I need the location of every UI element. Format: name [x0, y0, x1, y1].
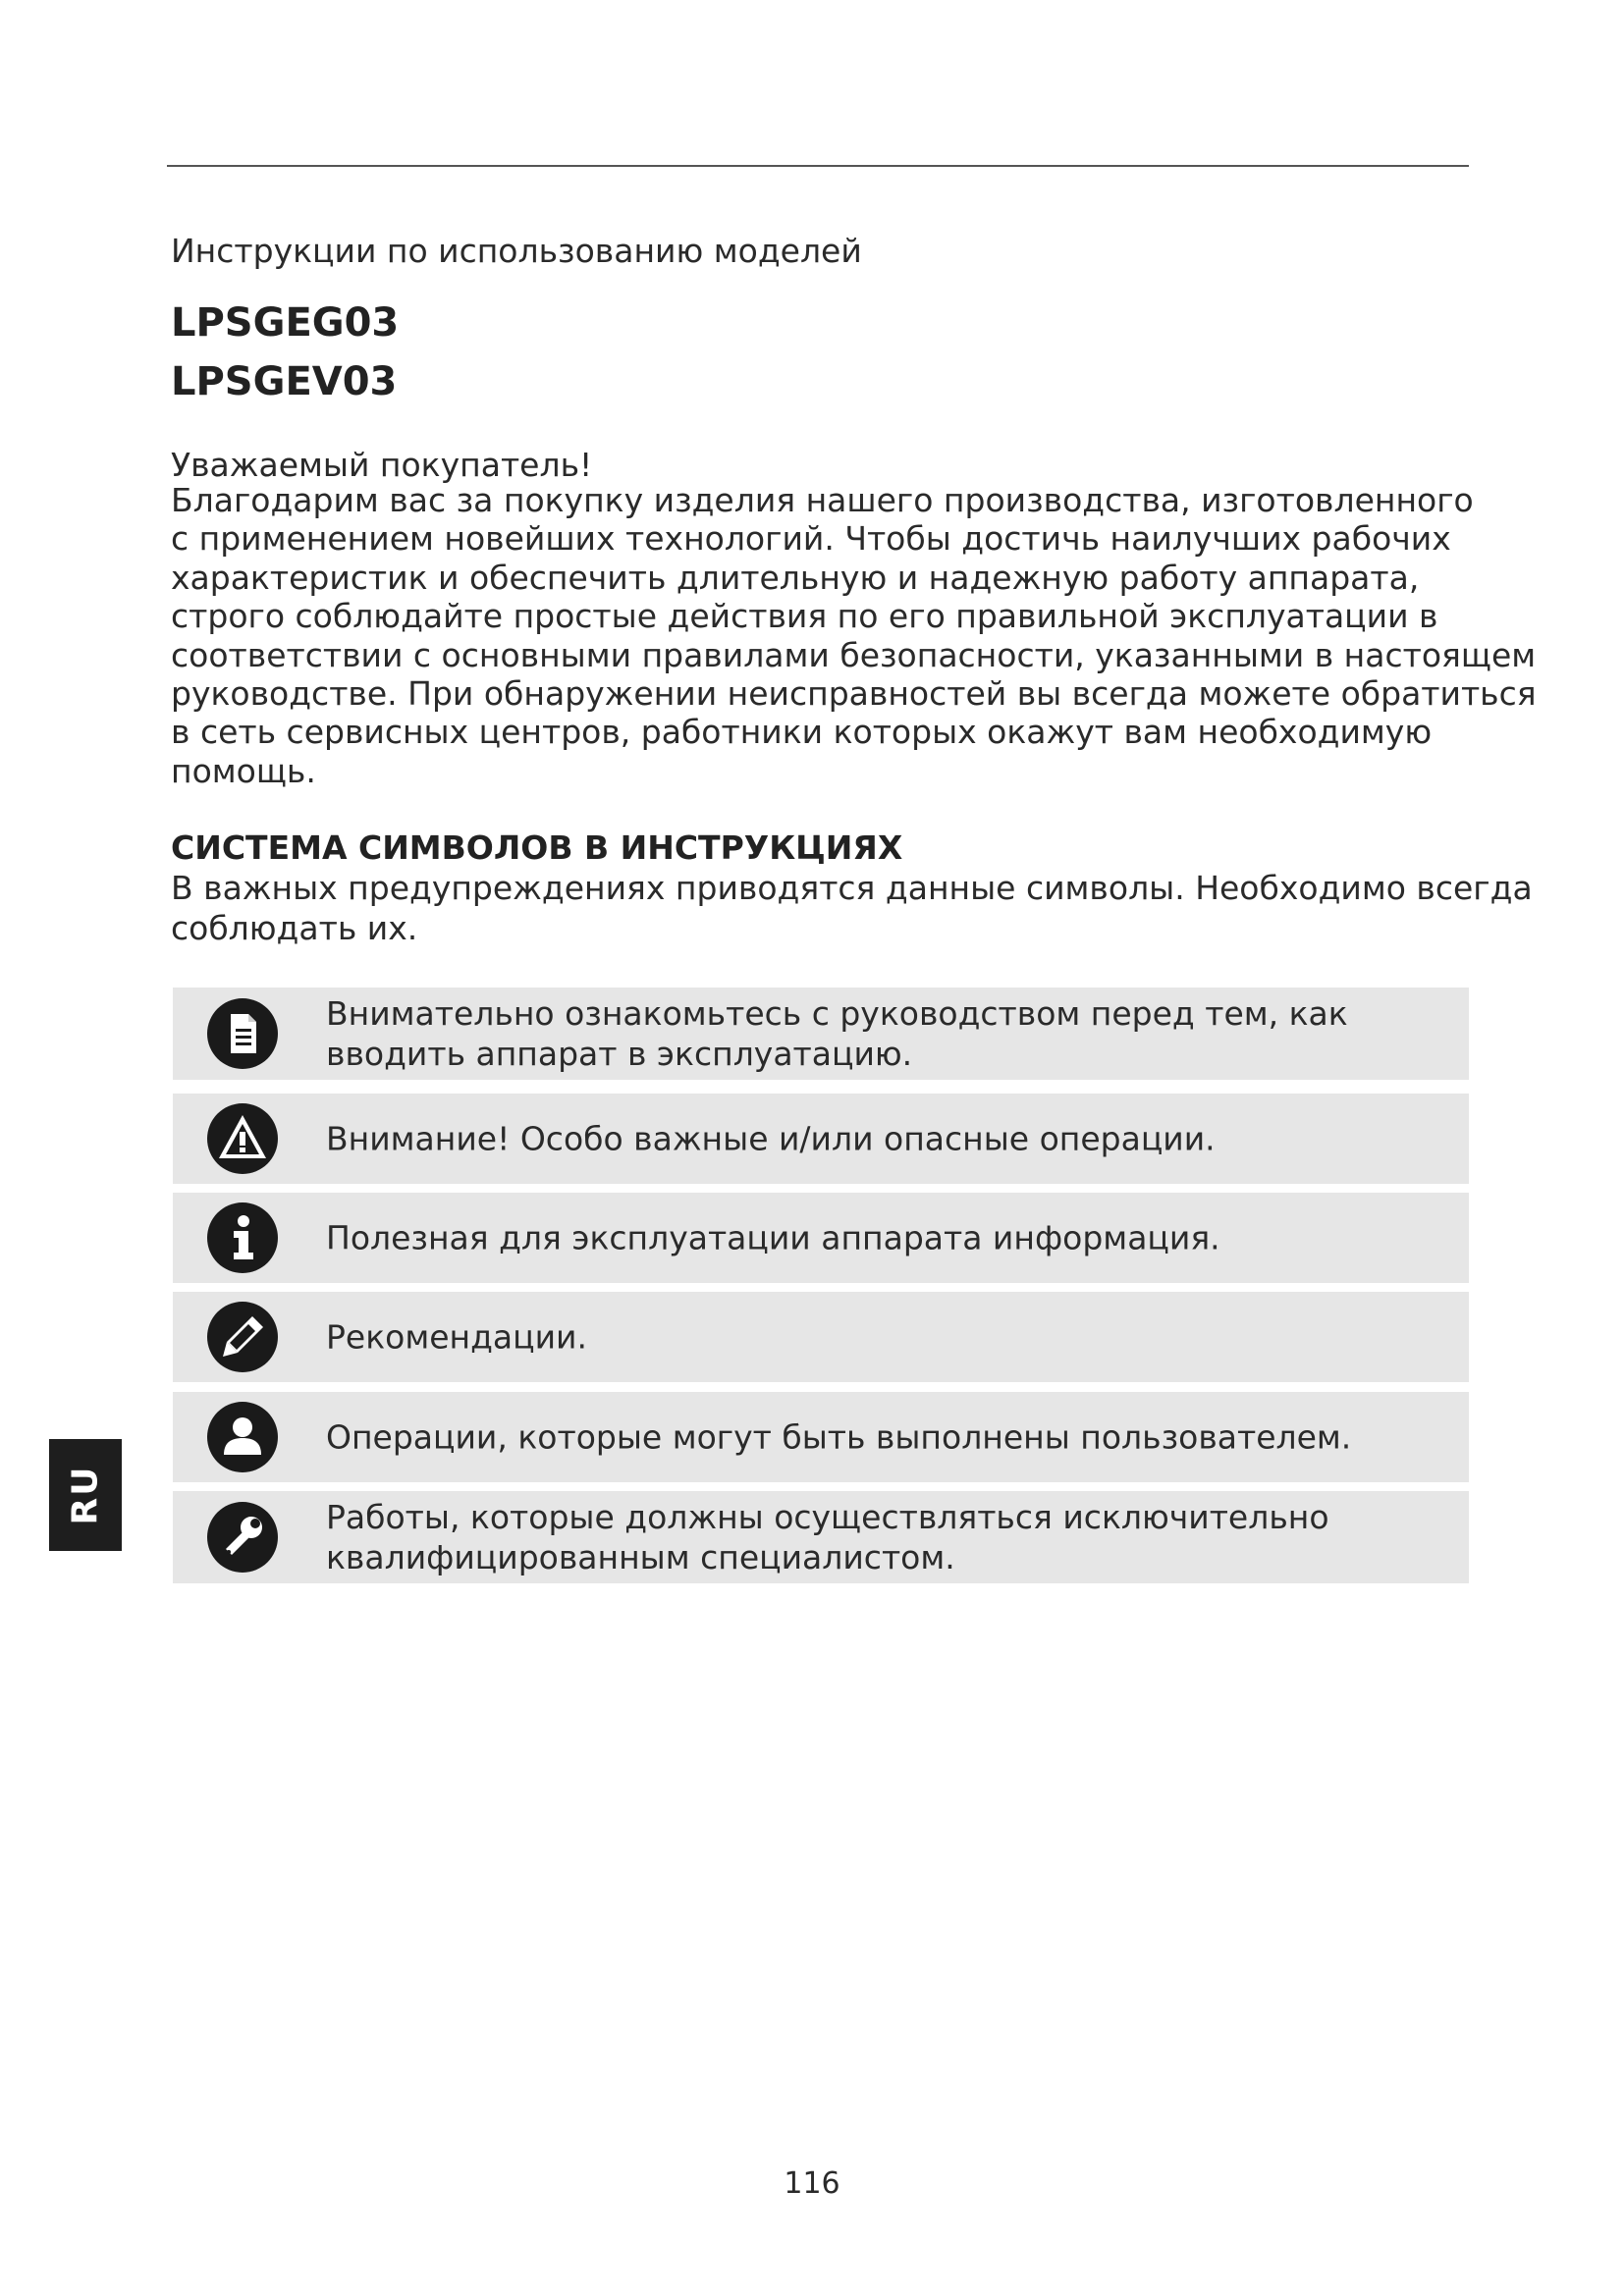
symbol-row-manual: [173, 988, 1469, 1080]
intro-line: Благодарим вас за покупку изделия нашего производства, изготовленного: [171, 481, 1474, 519]
symbol-description-line: Рекомендации.: [326, 1317, 587, 1357]
symbol-description-line: Операции, которые могут быть выполнены пользователем.: [326, 1417, 1352, 1457]
intro-line: соответствии с основными правилами безопасности, указанными в настоящем: [171, 635, 1537, 674]
model-name: LPSGEV03: [171, 359, 398, 404]
symbol-row-info: [173, 1193, 1469, 1283]
intro-line: характеристик и обеспечить длительную и надежную работу аппарата,: [171, 558, 1420, 597]
symbol-description-line: Полезная для эксплуатации аппарата информация.: [326, 1218, 1220, 1257]
symbol-description-line: Внимание! Особо важные и/или опасные операции.: [326, 1119, 1216, 1158]
section-description: [171, 868, 1533, 948]
warning-icon: [206, 1102, 279, 1175]
section-title: СИСТЕМА СИМВОЛОВ В ИНСТРУКЦИЯХ: [171, 828, 903, 867]
symbol-description: [326, 1218, 1220, 1258]
symbol-description-line: Внимательно ознакомьтесь с руководством перед тем, как: [326, 994, 1348, 1033]
intro-line: с применением новейших технологий. Чтобы достичь наилучших рабочих: [171, 519, 1451, 559]
section-description-line: соблюдать их.: [171, 909, 418, 947]
symbol-description: [326, 1119, 1216, 1159]
greeting: Уважаемый покупатель!: [171, 446, 593, 484]
intro-line: помощь.: [171, 751, 316, 790]
intro-line: руководстве. При обнаружении неисправностей вы всегда можете обратиться: [171, 674, 1537, 714]
pencil-icon: [206, 1301, 279, 1373]
symbol-description: [326, 1497, 1329, 1577]
document-subtitle: Инструкции по использованию моделей: [171, 232, 862, 270]
language-tab-label: RU: [65, 1465, 106, 1525]
symbol-description: [326, 993, 1348, 1074]
symbol-description-line: Работы, которые должны осуществляться исключительно: [326, 1498, 1329, 1536]
symbol-row-specialist: [173, 1491, 1469, 1583]
language-tab: [49, 1439, 122, 1551]
intro-line: строго соблюдайте простые действия по его правильной эксплуатации в: [171, 597, 1438, 636]
intro-line: в сеть сервисных центров, работники которых окажут вам необходимую: [171, 713, 1433, 752]
page-number: 116: [784, 2166, 840, 2201]
top-rule: [167, 165, 1469, 167]
user-icon: [206, 1401, 279, 1473]
wrench-icon: [206, 1501, 279, 1574]
intro-paragraph: [171, 481, 1537, 790]
document-icon: [206, 997, 279, 1070]
model-name: LPSGEG03: [171, 300, 400, 346]
symbol-description: [326, 1417, 1351, 1458]
info-icon: [206, 1201, 279, 1274]
symbol-row-warning: [173, 1094, 1469, 1184]
symbol-description-line: вводить аппарат в эксплуатацию.: [326, 1035, 913, 1073]
section-description-line: В важных предупреждениях приводятся данные символы. Необходимо всегда: [171, 869, 1533, 907]
symbol-description: [326, 1317, 587, 1358]
symbol-row-user: [173, 1392, 1469, 1482]
symbol-description-line: квалифицированным специалистом.: [326, 1538, 955, 1576]
symbol-row-recommendations: [173, 1292, 1469, 1382]
